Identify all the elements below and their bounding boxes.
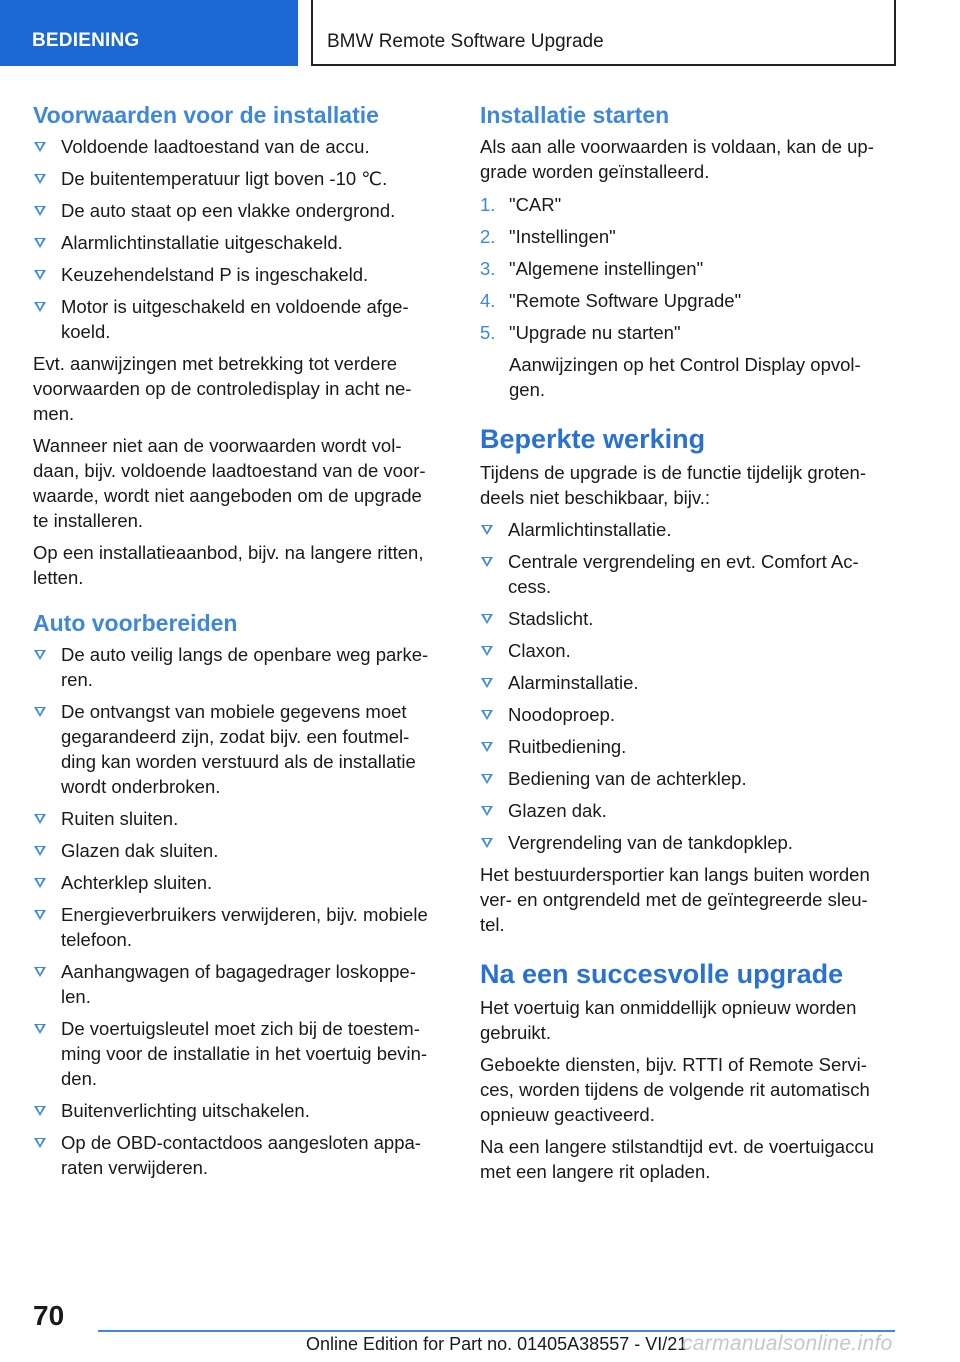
list-item: Keuzehendelstand P is ingeschakeld. [33, 262, 441, 287]
triangle-bullet-icon [34, 967, 46, 977]
heading-start-installation: Installatie starten [480, 102, 670, 128]
paragraph: Het bestuurdersportier kan langs buiten worden ver- en ontgrendeld met de geïntegreerde sleu‐ tel. [480, 864, 870, 935]
list-item: Alarmlichtinstallatie. [480, 517, 890, 542]
paragraph: Als aan alle voorwaarden is voldaan, kan de up‐ grade worden geïnstalleerd. [480, 136, 874, 182]
paragraph: Op een installatieaanbod, bijv. na langere ritten, letten. [33, 542, 424, 588]
watermark: carmanualsonline.info [682, 1332, 893, 1355]
steps-list [480, 192, 890, 402]
list-item: Ruitbediening. [480, 734, 890, 759]
triangle-bullet-icon [481, 525, 493, 535]
list-item: Glazen dak sluiten. [33, 838, 441, 863]
list-item: Noodoproep. [480, 702, 890, 727]
section-installation-conditions [33, 100, 441, 590]
page-header [0, 0, 960, 66]
step-item: 5. "Upgrade nu starten" Aanwijzingen op het Control Display opvol‐ gen. [480, 320, 890, 402]
limited-list [480, 517, 890, 855]
triangle-bullet-icon [34, 270, 46, 280]
list-item: De buitentemperatuur ligt boven -10 ℃. [33, 166, 441, 191]
heading-prepare-car: Auto voorbereiden [33, 610, 238, 636]
triangle-bullet-icon [34, 174, 46, 184]
list-item: De voertuigsleutel moet zich bij de toestem‐ ming voor de installatie in het voertuig bevin‐ den. [33, 1016, 441, 1091]
section-title: BEDIENING [32, 30, 140, 51]
right-column [480, 100, 890, 1191]
triangle-bullet-icon [34, 707, 46, 717]
triangle-bullet-icon [34, 1024, 46, 1034]
list-item: Ruiten sluiten. [33, 806, 441, 831]
paragraph: Na een langere stilstandtijd evt. de voertuigaccu met een langere rit opladen. [480, 1136, 874, 1182]
heading-after-upgrade: Na een succesvolle upgrade [480, 959, 844, 989]
list-item: Achterklep sluiten. [33, 870, 441, 895]
triangle-bullet-icon [481, 557, 493, 567]
triangle-bullet-icon [34, 1106, 46, 1116]
list-item: Bediening van de achterklep. [480, 766, 890, 791]
section-start-installation [480, 100, 890, 402]
list-item: Stadslicht. [480, 606, 890, 631]
chapter-title: BMW Remote Software Upgrade [327, 31, 604, 52]
triangle-bullet-icon [34, 238, 46, 248]
list-item: Claxon. [480, 638, 890, 663]
step-number: 2. [480, 226, 496, 247]
list-item: Buitenverlichting uitschakelen. [33, 1098, 441, 1123]
triangle-bullet-icon [481, 710, 493, 720]
heading-installation-conditions: Voorwaarden voor de installatie [33, 102, 379, 128]
step-item: 4. "Remote Software Upgrade" [480, 290, 742, 311]
triangle-bullet-icon [481, 774, 493, 784]
paragraph: Wanneer niet aan de voorwaarden wordt vol‐ daan, bijv. voldoende laadtoestand van de voor‐ waarde, wordt niet aangeboden om de upgrade te installeren. [33, 435, 426, 531]
list-item: De auto veilig langs de openbare weg parke‐ ren. [33, 642, 441, 692]
step-item: 1. "CAR" [480, 194, 562, 215]
paragraph: Geboekte diensten, bijv. RTTI of Remote Servi‐ ces, worden tijdens de volgende rit automatisch opnieuw geactiveerd. [480, 1054, 870, 1125]
paragraph: Het voertuig kan onmiddellijk opnieuw worden gebruikt. [480, 997, 857, 1043]
list-item: Centrale vergrendeling en evt. Comfort Ac‐ cess. [480, 549, 890, 599]
step-number: 1. [480, 194, 496, 215]
paragraph: Tijdens de upgrade is de functie tijdelijk groten‐ deels niet beschikbaar, bijv.: [480, 462, 866, 508]
triangle-bullet-icon [481, 742, 493, 752]
triangle-bullet-icon [481, 838, 493, 848]
list-item: Motor is uitgeschakeld en voldoende afge‐ koeld. [33, 294, 441, 344]
triangle-bullet-icon [34, 142, 46, 152]
heading-limited-function: Beperkte werking [480, 424, 706, 454]
triangle-bullet-icon [34, 302, 46, 312]
triangle-bullet-icon [481, 806, 493, 816]
section-after-upgrade [480, 957, 890, 1184]
step-item: 2. "Instellingen" [480, 226, 616, 247]
triangle-bullet-icon [34, 910, 46, 920]
section-tab [0, 0, 298, 66]
triangle-bullet-icon [481, 678, 493, 688]
section-limited-function [480, 422, 890, 937]
list-item: Voldoende laadtoestand van de accu. [33, 134, 441, 159]
triangle-bullet-icon [481, 614, 493, 624]
paragraph: Evt. aanwijzingen met betrekking tot verdere voorwaarden op de controledisplay in acht ne‐ men. [33, 353, 412, 424]
list-item: Vergrendeling van de tankdopklep. [480, 830, 890, 855]
footer-edition: Online Edition for Part no. 01405A38557 - VI/21 [306, 1334, 688, 1354]
page-number: 70 [33, 1300, 65, 1331]
chapter-box [311, 0, 896, 66]
triangle-bullet-icon [34, 1138, 46, 1148]
list-item: Alarmlichtinstallatie uitgeschakeld. [33, 230, 441, 255]
step-item: 3. "Algemene instellingen" [480, 258, 704, 279]
left-column [33, 100, 441, 1187]
list-item: Energieverbruikers verwijderen, bijv. mobiele telefoon. [33, 902, 441, 952]
triangle-bullet-icon [34, 206, 46, 216]
step-number: 3. [480, 258, 496, 279]
step-note: Aanwijzingen op het Control Display opvol‐ gen. [509, 354, 861, 400]
list-item: De auto staat op een vlakke ondergrond. [33, 198, 441, 223]
step-number: 5. [480, 322, 496, 343]
list-item: Glazen dak. [480, 798, 890, 823]
triangle-bullet-icon [481, 646, 493, 656]
triangle-bullet-icon [34, 650, 46, 660]
conditions-list [33, 134, 441, 344]
triangle-bullet-icon [34, 814, 46, 824]
section-prepare-car [33, 608, 441, 1180]
triangle-bullet-icon [34, 846, 46, 856]
list-item: Aanhangwagen of bagagedrager loskoppe‐ len. [33, 959, 441, 1009]
triangle-bullet-icon [34, 878, 46, 888]
list-item: De ontvangst van mobiele gegevens moet gegarandeerd zijn, zodat bijv. een foutmel‐ ding kan worden verstuurd als de installatie wordt onderbroken. [33, 699, 441, 799]
list-item: Op de OBD-contactdoos aangesloten appa‐ raten verwijderen. [33, 1130, 441, 1180]
step-number: 4. [480, 290, 496, 311]
prepare-list [33, 642, 441, 1180]
list-item: Alarminstallatie. [480, 670, 890, 695]
